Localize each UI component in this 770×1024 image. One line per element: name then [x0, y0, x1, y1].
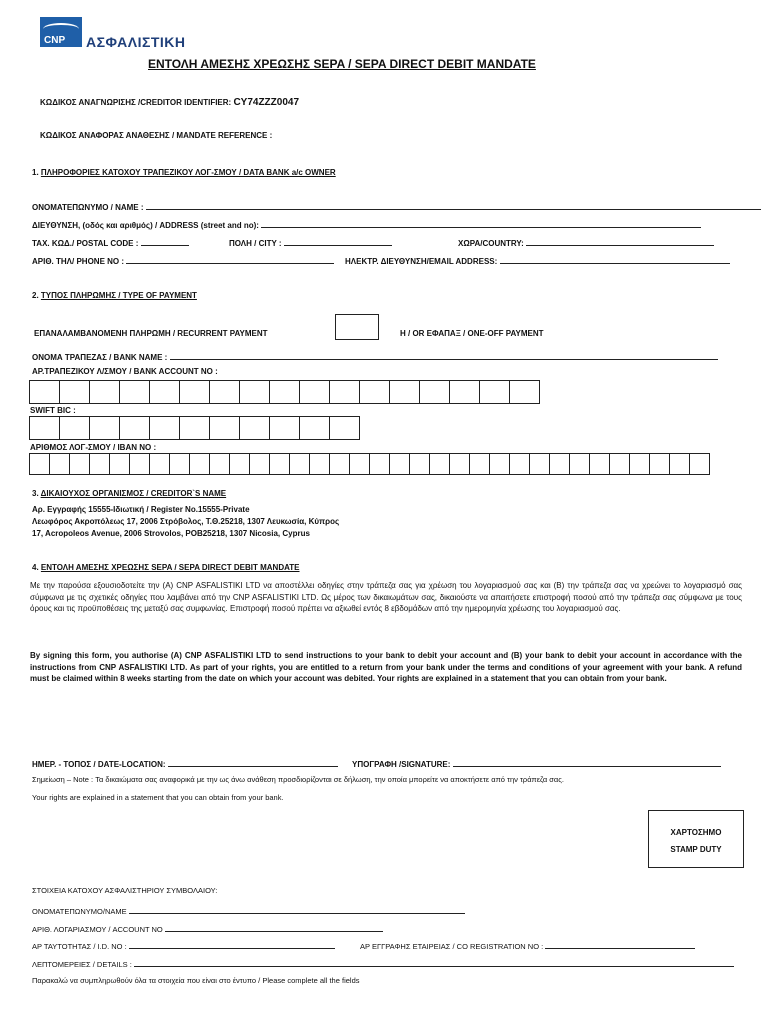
swift-char-box[interactable]: [179, 416, 210, 440]
account-digit-box[interactable]: [419, 380, 450, 404]
iban-char-box[interactable]: [309, 453, 330, 475]
account-digit-box[interactable]: [269, 380, 300, 404]
iban-char-box[interactable]: [529, 453, 550, 475]
account-digit-box[interactable]: [329, 380, 360, 404]
details-label: ΛΕΠΤΟΜΕΡΕΙΕΣ / DETAILS :: [32, 960, 132, 969]
stamp-duty-box: [648, 810, 744, 868]
details-line[interactable]: [134, 958, 734, 967]
policyholder-heading: ΣΤΟΙΧΕΙΑ ΚΑΤΟΧΟΥ ΑΣΦΑΛΙΣΤΗΡΙΟΥ ΣΥΜΒΟΛΑΙΟΥ:: [32, 886, 218, 895]
signature-label: ΥΠΟΓΡΑΦΗ /SIGNATURE:: [352, 760, 451, 769]
date-location-label: ΗΜΕΡ. - ΤΟΠΟΣ / DATE-LOCATION:: [32, 760, 166, 769]
policyholder-name-field[interactable]: [32, 905, 465, 916]
account-digit-box[interactable]: [359, 380, 390, 404]
swift-char-box[interactable]: [209, 416, 240, 440]
phone-label: ΑΡΙΘ. ΤΗΛ/ PHONE NO :: [32, 257, 125, 266]
iban-char-box[interactable]: [369, 453, 390, 475]
creditor-register: Αρ. Εγγραφής 15555-Ιδιωτική / Register No.15555-Private: [32, 505, 250, 514]
iban-char-box[interactable]: [669, 453, 690, 475]
city-line[interactable]: [284, 237, 392, 246]
swift-char-box[interactable]: [299, 416, 330, 440]
account-digit-box[interactable]: [149, 380, 180, 404]
city-label: ΠΟΛΗ / CITY :: [229, 239, 282, 248]
swift-char-box[interactable]: [239, 416, 270, 440]
creditor-address-greek: Λεωφόρος Ακροπόλεως 17, 2006 Στρόβολος, Τ.Θ.25218, 1307 Λευκωσία, Κύπρος: [32, 517, 340, 526]
signature-line[interactable]: [453, 758, 721, 767]
policyholder-id-field[interactable]: [32, 940, 335, 951]
date-location-field[interactable]: [32, 758, 338, 769]
iban-char-box[interactable]: [569, 453, 590, 475]
section2-title-text: ΤΥΠΟΣ ΠΛΗΡΩΜΗΣ / TYPE OF PAYMENT: [40, 291, 197, 300]
stamp-duty-greek: ΧΑΡΤΟΣΗΜΟ: [670, 828, 722, 837]
mandate-text-english: By signing this form, you authorise (A) CNP ASFALISTIKI LTD to send instructions to your bank to debit your account and (B) your bank to debit your account in accordance with the instructions from CNP ASFALISTIKI LTD. As part of your rights, you are entitled to a return from your bank under the terms and conditions of your agreement with your bank. A refund must be claimed within 8 weeks starting from the date on which your account was debited. Your rights are explained in a statement that you can obtain from your bank.: [30, 651, 742, 683]
owner-name-line[interactable]: [146, 201, 761, 210]
account-digit-box[interactable]: [59, 380, 90, 404]
account-digit-box[interactable]: [449, 380, 480, 404]
policyholder-account-label: ΑΡΙΘ. ΛΟΓΑΡΙΑΣΜΟΥ / ACCOUNT NO: [32, 925, 163, 934]
account-digit-box[interactable]: [209, 380, 240, 404]
logo-text: ΑΣΦΑΛΙΣΤΙΚΗ: [86, 34, 186, 50]
date-location-line[interactable]: [168, 758, 338, 767]
creditor-id-label: [40, 97, 299, 108]
iban-char-box[interactable]: [189, 453, 210, 475]
iban-char-box[interactable]: [29, 453, 50, 475]
postal-code-field[interactable]: [32, 237, 189, 248]
policyholder-name-label: ΟΝΟΜΑΤΕΠΩΝΥΜΟ/NAME: [32, 907, 127, 916]
bank-name-label: ΟΝΟΜΑ ΤΡΑΠΕΖΑΣ / BANK NAME :: [32, 353, 168, 362]
email-field[interactable]: [345, 255, 730, 266]
iban-char-box[interactable]: [629, 453, 650, 475]
section4-title-text: ΕΝΤΟΛΗ ΑΜΕΣΗΣ ΧΡΕΩΣΗΣ SEPA / SEPA DIRECT DEBIT MANDATE: [40, 563, 300, 572]
email-line[interactable]: [500, 255, 730, 264]
iban-char-box[interactable]: [489, 453, 510, 475]
postal-code-line[interactable]: [141, 237, 189, 246]
mandate-note: Σημείωση – Note : Τα δικαιώματα σας αναφορικά με την ως άνω ανάθεση προσδιορίζονται σε δήλωση, την οποία μπορείτε να αποκτήσετε από την τράπεζα σας.: [32, 775, 564, 784]
details-field[interactable]: [32, 958, 734, 969]
recurrent-payment-label: ΕΠΑΝΑΛΑΜΒΑΝΟΜΕΝΗ ΠΛΗΡΩΜΗ / RECURRENT PAYMENT: [34, 329, 268, 338]
iban-char-box[interactable]: [389, 453, 410, 475]
swift-char-box[interactable]: [29, 416, 60, 440]
swift-char-box[interactable]: [149, 416, 180, 440]
policyholder-name-line[interactable]: [129, 905, 465, 914]
policyholder-id-label: ΑΡ ΤΑΥΤΟΤΗΤΑΣ / I.D. NO :: [32, 942, 127, 951]
iban-char-box[interactable]: [89, 453, 110, 475]
iban-char-box[interactable]: [129, 453, 150, 475]
owner-name-label: ΟΝΟΜΑΤΕΠΩΝΥΜΟ / NAME :: [32, 203, 144, 212]
country-field[interactable]: [458, 237, 714, 248]
section2-title: [32, 291, 197, 300]
iban-char-box[interactable]: [229, 453, 250, 475]
section2-number: 2.: [32, 291, 39, 300]
iban-char-box[interactable]: [69, 453, 90, 475]
bank-name-line[interactable]: [170, 351, 718, 360]
section3-title: [32, 489, 226, 498]
bank-account-boxes[interactable]: [30, 380, 540, 404]
iban-char-box[interactable]: [409, 453, 430, 475]
account-digit-box[interactable]: [119, 380, 150, 404]
section1-title: [32, 168, 336, 177]
section3-number: 3.: [32, 489, 39, 498]
postal-code-label: ΤΑΧ. ΚΩΔ./ POSTAL CODE :: [32, 239, 139, 248]
iban-char-box[interactable]: [649, 453, 670, 475]
logo-mark-text: CNP: [44, 35, 66, 46]
mandate-text-greek: Με την παρούσα εξουσιοδοτείτε την (Α) CNP ASFALISTIKI LTD να αποστέλλει οδηγίες στην τράπεζα σας για χρέωση του λογαριασμού σας και (Β) την τράπεζα σας να χρεώνει το λογαριασμό σας σύμφωνα με τις σχετικές οδηγίες που λαμβάνει από την CNP ASFALISTIKI LTD. Ως μέρος των δικαιωμάτων σας, δικαιούστε να απαιτήσετε επιστροφή ποσού από την τράπεζα σας σύμφωνα με τους όρους και τις προϋποθέσεις της μεταξύ σας συμφωνίας. Επιστροφή ποσού πρέπει να αξιωθεί εντός 8 εβδομάδων από την ημερομηνία χρέωσης του λογαριασμού σας.: [30, 581, 742, 613]
page-title: ΕΝΤΟΛΗ ΑΜΕΣΗΣ ΧΡΕΩΣΗΣ SEPA / SEPA DIRECT DEBIT MANDATE: [148, 57, 536, 71]
iban-boxes[interactable]: [30, 453, 710, 475]
section4-title: [32, 563, 300, 572]
iban-char-box[interactable]: [549, 453, 570, 475]
company-registration-line[interactable]: [545, 940, 695, 949]
account-digit-box[interactable]: [509, 380, 540, 404]
iban-char-box[interactable]: [149, 453, 170, 475]
iban-label: ΑΡΙΘΜΟΣ ΛΟΓ-ΣΜΟΥ / IBAN NO :: [30, 443, 157, 452]
account-digit-box[interactable]: [389, 380, 420, 404]
swift-boxes[interactable]: [30, 416, 360, 440]
email-label: ΗΛΕΚΤΡ. ΔΙΕΥΘΥΝΣΗ/EMAIL ADDRESS:: [345, 257, 498, 266]
iban-char-box[interactable]: [589, 453, 610, 475]
section1-title-text: ΠΛΗΡΟΦΟΡΙΕΣ ΚΑΤΟΧΟΥ ΤΡΑΠΕΖΙΚΟΥ ΛΟΓ-ΣΜΟΥ / DATA BANK a/c OWNER: [40, 168, 336, 177]
iban-char-box[interactable]: [349, 453, 370, 475]
swift-char-box[interactable]: [329, 416, 360, 440]
bank-name-field[interactable]: [32, 351, 718, 362]
iban-char-box[interactable]: [689, 453, 710, 475]
bank-account-label: ΑΡ.ΤΡΑΠΕΖΙΚΟΥ Λ/ΣΜΟΥ / BANK ACCOUNT NO :: [32, 367, 218, 376]
company-registration-label: ΑΡ ΕΓΓΡΑΦΗΣ ΕΤΑΙΡΕΙΑΣ / CO REGISTRATION NO :: [360, 942, 544, 951]
policyholder-account-field[interactable]: [32, 923, 383, 934]
phone-field[interactable]: [32, 255, 334, 266]
company-registration-field[interactable]: [360, 940, 695, 951]
iban-char-box[interactable]: [249, 453, 270, 475]
account-digit-box[interactable]: [299, 380, 330, 404]
iban-char-box[interactable]: [209, 453, 230, 475]
account-digit-box[interactable]: [179, 380, 210, 404]
swift-char-box[interactable]: [89, 416, 120, 440]
account-digit-box[interactable]: [29, 380, 60, 404]
section1-number: 1.: [32, 168, 39, 177]
signature-field[interactable]: [352, 758, 721, 769]
owner-address-line[interactable]: [261, 219, 701, 228]
rights-note: Your rights are explained in a statement that you can obtain from your bank.: [32, 793, 284, 802]
recurrent-payment-checkbox[interactable]: [335, 314, 379, 340]
iban-char-box[interactable]: [469, 453, 490, 475]
policyholder-account-line[interactable]: [165, 923, 383, 932]
account-digit-box[interactable]: [479, 380, 510, 404]
iban-char-box[interactable]: [109, 453, 130, 475]
oneoff-payment-label: Η / OR ΕΦΑΠΑΞ / ONE-OFF PAYMENT: [400, 329, 544, 338]
logo-swoosh: [43, 23, 79, 35]
iban-char-box[interactable]: [449, 453, 470, 475]
country-line[interactable]: [526, 237, 714, 246]
mandate-reference-label: ΚΩΔΙΚΟΣ ΑΝΑΦΟΡΑΣ ΑΝΑΘΕΣΗΣ / MANDATE REFERENCE :: [40, 131, 273, 140]
section4-number: 4.: [32, 563, 39, 572]
iban-char-box[interactable]: [329, 453, 350, 475]
owner-name-field[interactable]: [32, 201, 761, 212]
stamp-duty-english: STAMP DUTY: [670, 845, 722, 854]
country-label: ΧΩΡΑ/COUNTRY:: [458, 239, 524, 248]
account-digit-box[interactable]: [239, 380, 270, 404]
owner-address-field[interactable]: [32, 219, 701, 230]
section3-title-text: ΔΙΚΑΙΟΥΧΟΣ ΟΡΓΑΝΙΣΜΟΣ / CREDITOR`S NAME: [40, 489, 227, 498]
creditor-id-value: CY74ZZZ0047: [233, 97, 300, 108]
iban-char-box[interactable]: [269, 453, 290, 475]
creditor-address-english: 17, Acropoleos Avenue, 2006 Strovolos, POB25218, 1307 Nicosia, Cyprus: [32, 529, 310, 538]
policyholder-id-line[interactable]: [129, 940, 335, 949]
swift-label: SWIFT BIC :: [30, 406, 76, 415]
owner-address-label: ΔΙΕΥΘΥΝΣΗ, (οδός και αριθμός) / ADDRESS (street and no):: [32, 221, 259, 230]
phone-line[interactable]: [126, 255, 334, 264]
creditor-id-label-text: ΚΩΔΙΚΟΣ ΑΝΑΓΝΩΡΙΣΗΣ /CREDITOR IDENTIFIER:: [40, 98, 232, 107]
iban-char-box[interactable]: [289, 453, 310, 475]
footer-instruction: Παρακαλώ να συμπληρωθούν όλα τα στοιχεία που είναι στο έντυπο / Please complete all the fields: [32, 976, 360, 985]
swift-char-box[interactable]: [59, 416, 90, 440]
iban-char-box[interactable]: [49, 453, 70, 475]
city-field[interactable]: [229, 237, 392, 248]
iban-char-box[interactable]: [169, 453, 190, 475]
swift-char-box[interactable]: [119, 416, 150, 440]
iban-char-box[interactable]: [429, 453, 450, 475]
account-digit-box[interactable]: [89, 380, 120, 404]
iban-char-box[interactable]: [609, 453, 630, 475]
iban-char-box[interactable]: [509, 453, 530, 475]
swift-char-box[interactable]: [269, 416, 300, 440]
